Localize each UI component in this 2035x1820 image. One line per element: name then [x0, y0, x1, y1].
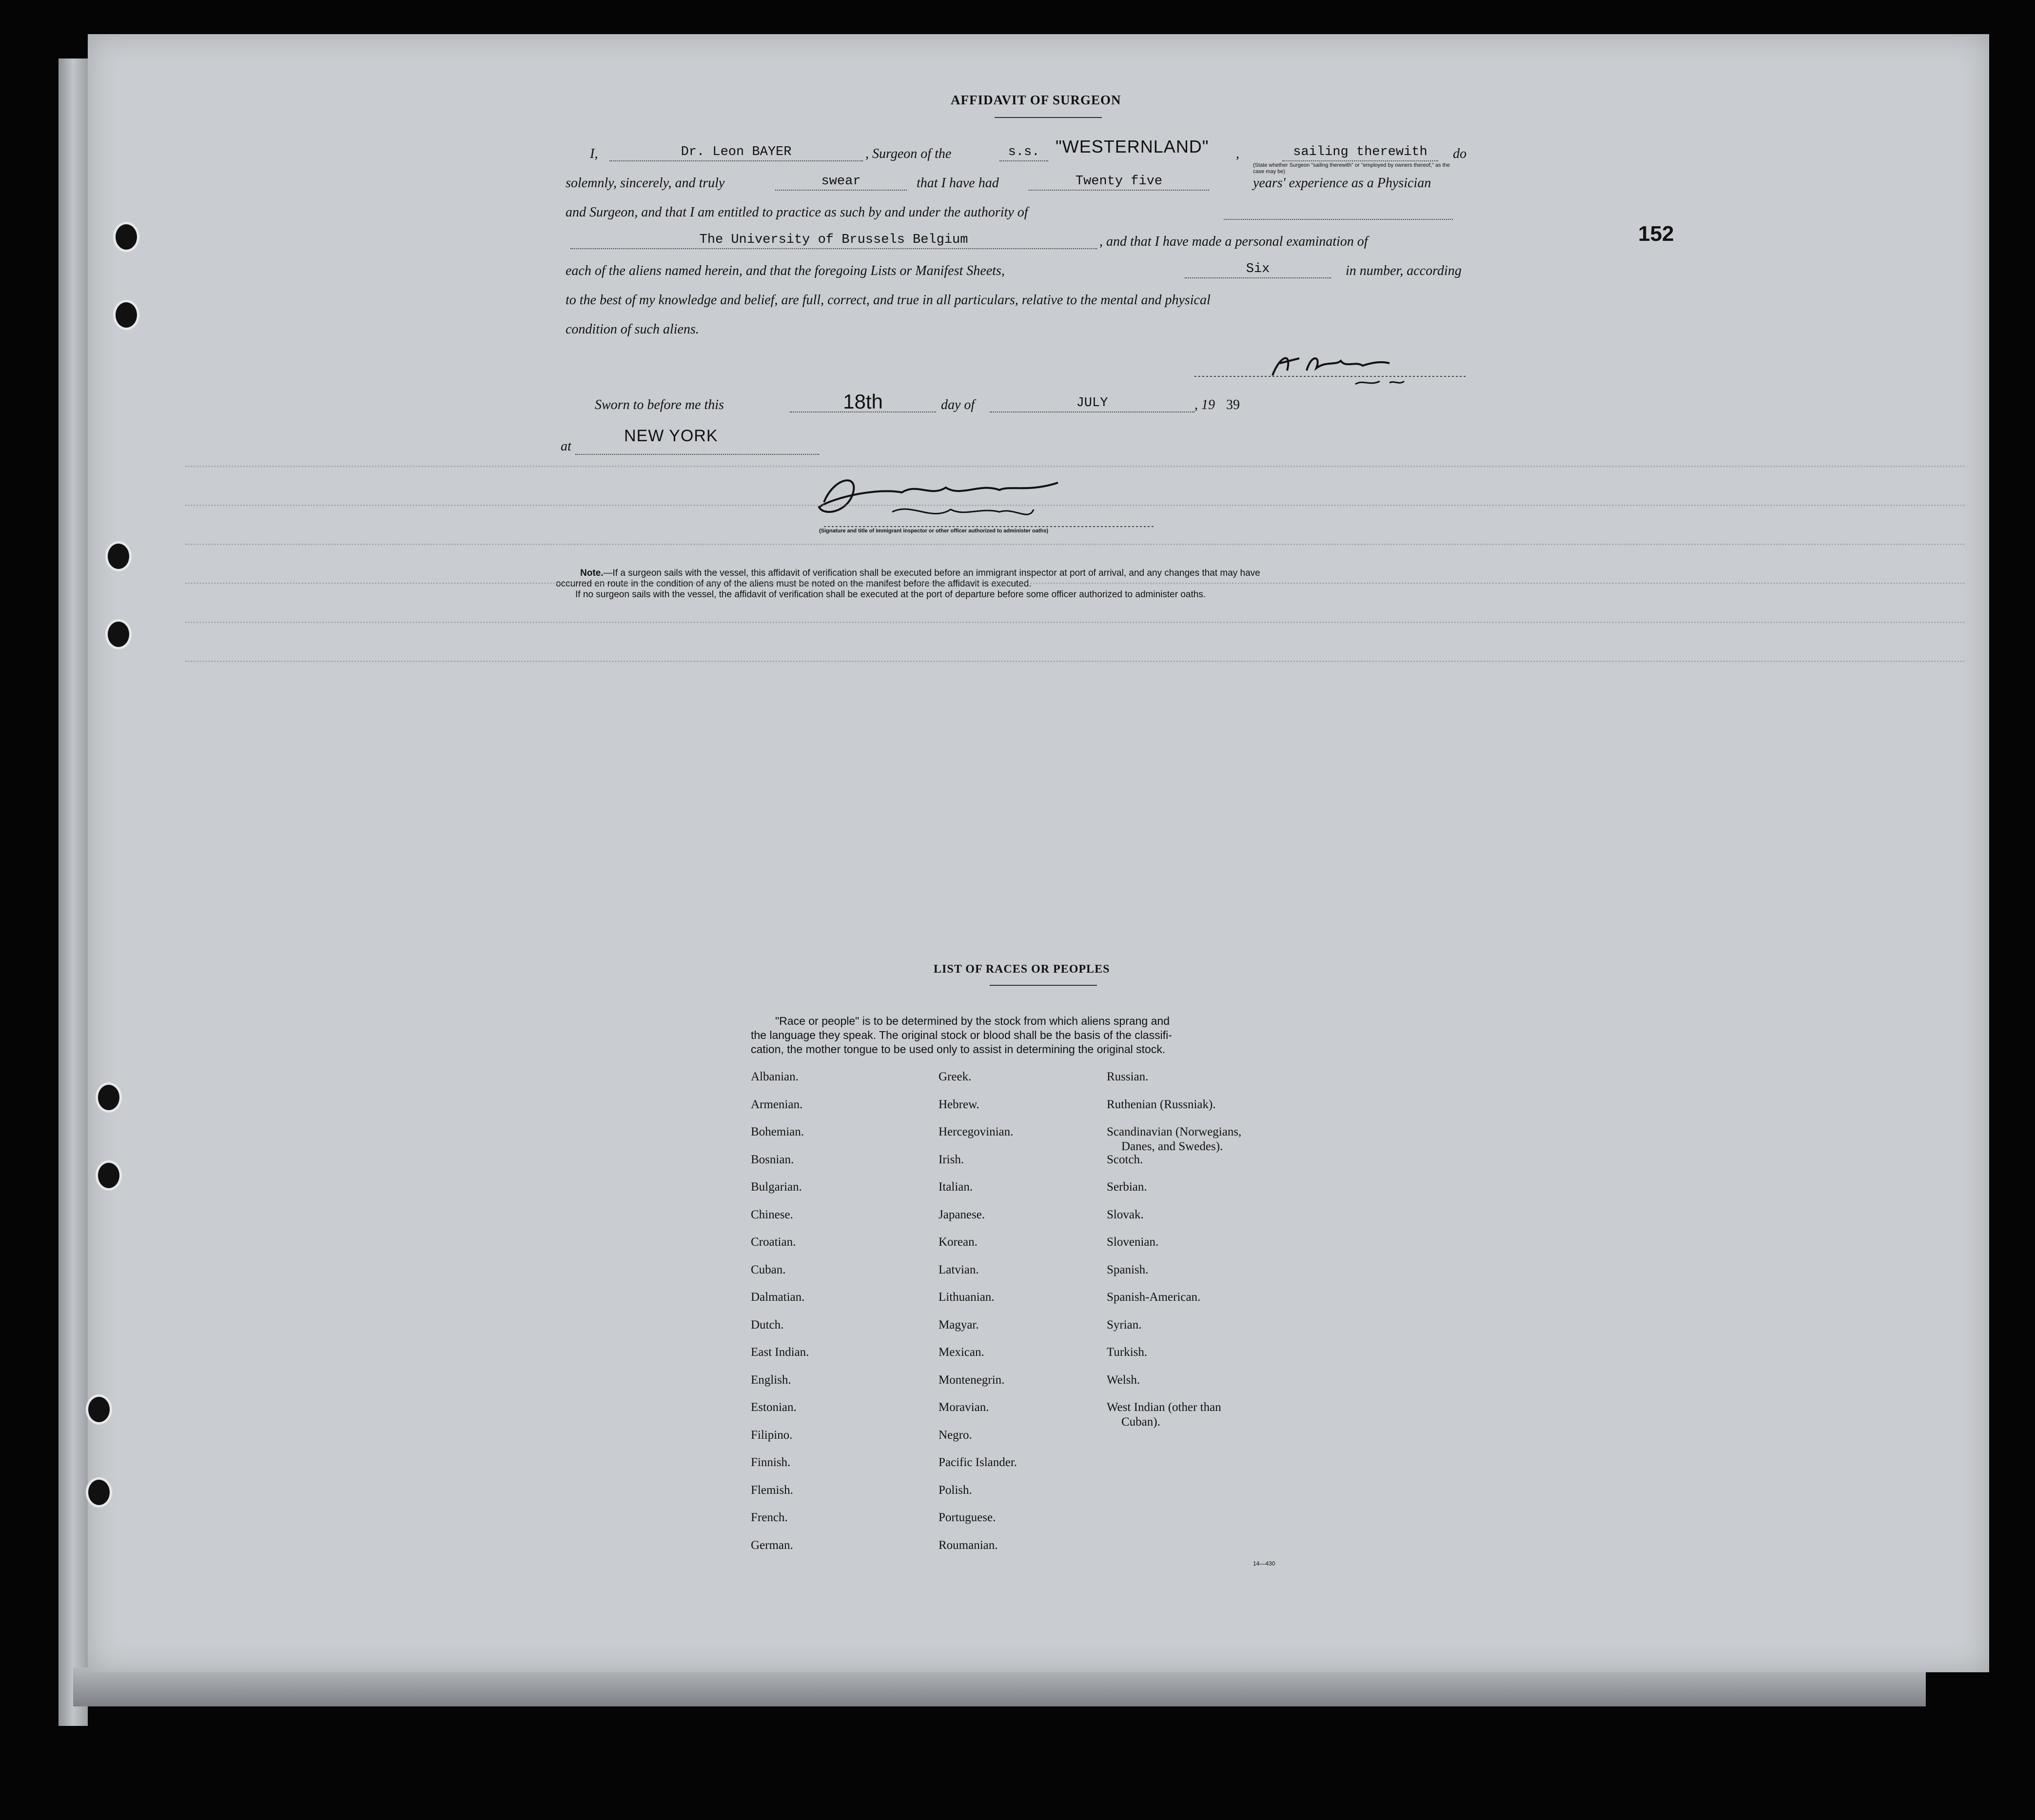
sworn-text: day of — [941, 397, 975, 412]
race-item: Bosnian. — [751, 1153, 794, 1166]
affidavit-text: each of the aliens named herein, and that the foregoing Lists or Manifest Sheets, — [566, 263, 1005, 278]
affidavit-text: solemnly, sincerely, and truly — [566, 176, 725, 191]
race-item: East Indian. — [751, 1346, 809, 1359]
form-number: 14—430 — [1253, 1560, 1275, 1567]
ship-prefix-field: s.s. — [999, 144, 1048, 161]
signature-caption: (Signature and title of immigrant inspector or other officer authorized to administer oaths) — [819, 528, 1048, 534]
punch-hole — [86, 1394, 112, 1425]
race-item: Russian. — [1107, 1070, 1149, 1083]
affidavit-text: years' experience as a Physician — [1253, 176, 1431, 191]
race-item: Albanian. — [751, 1070, 799, 1083]
race-item: Bulgarian. — [751, 1180, 802, 1194]
years-field: Twenty five — [1029, 173, 1209, 191]
race-item: French. — [751, 1511, 788, 1524]
page-stack-edge — [59, 59, 88, 1726]
ship-name-stamp: "WESTERNLAND" — [1056, 137, 1209, 157]
year-suffix: 39 — [1226, 397, 1240, 412]
surgeon-name-field: Dr. Leon BAYER — [609, 144, 863, 161]
authority-field: The University of Brussels Belgium — [570, 232, 1097, 249]
race-item: Slovak. — [1107, 1208, 1144, 1221]
race-item: Hercegovinian. — [939, 1125, 1014, 1138]
race-item: Roumanian. — [939, 1539, 998, 1552]
note-line: occurred en route in the condition of any of the aliens must be noted on the manifest before the affidavit is executed. — [556, 579, 1032, 589]
race-item: Cuban). — [1121, 1415, 1160, 1429]
punch-hole — [96, 1082, 122, 1113]
race-item: Spanish-American. — [1107, 1291, 1201, 1304]
race-item: German. — [751, 1539, 793, 1552]
race-item: Slovenian. — [1107, 1235, 1159, 1249]
race-item: Montenegrin. — [939, 1373, 1005, 1387]
race-item: Cuban. — [751, 1263, 786, 1276]
race-item: Welsh. — [1107, 1373, 1140, 1387]
document-page — [88, 34, 1989, 1672]
race-item: Irish. — [939, 1153, 964, 1166]
affidavit-text: condition of such aliens. — [566, 322, 699, 337]
race-item: Bohemian. — [751, 1125, 804, 1138]
race-item: Hebrew. — [939, 1098, 979, 1111]
race-item: English. — [751, 1373, 791, 1387]
affidavit-text: , Surgeon of the — [865, 146, 952, 161]
race-item: Scandinavian (Norwegians, — [1107, 1125, 1242, 1138]
at-label: at — [561, 439, 571, 454]
race-item: Polish. — [939, 1484, 972, 1497]
race-item: Estonian. — [751, 1401, 797, 1414]
affidavit-text: in number, according — [1346, 263, 1462, 278]
races-intro-line: cation, the mother tongue to be used only to assist in determining the original stock. — [751, 1043, 1166, 1056]
affidavit-text: do — [1453, 146, 1467, 161]
race-item: Finnish. — [751, 1456, 791, 1469]
punch-hole — [86, 1477, 112, 1507]
sheets-field: Six — [1185, 261, 1331, 278]
race-item: Flemish. — [751, 1484, 793, 1497]
races-rule — [990, 985, 1097, 986]
race-item: Greek. — [939, 1070, 972, 1083]
race-item: Pacific Islander. — [939, 1456, 1018, 1469]
race-item: Ruthenian (Russniak). — [1107, 1098, 1216, 1111]
punch-hole — [113, 300, 139, 330]
note-label: Note. — [580, 568, 604, 578]
race-item: Danes, and Swedes). — [1121, 1140, 1223, 1153]
race-item: Serbian. — [1107, 1180, 1147, 1194]
race-item: Portuguese. — [939, 1511, 996, 1524]
oath-field: swear — [775, 173, 907, 191]
affidavit-text: and Surgeon, and that I am entitled to practice as such by and under the authority of — [566, 205, 1028, 220]
race-item: Chinese. — [751, 1208, 793, 1221]
punch-hole — [105, 619, 132, 649]
month-field: JULY — [990, 395, 1194, 412]
punch-hole — [113, 222, 139, 252]
race-item: Syrian. — [1107, 1318, 1142, 1331]
race-item: Armenian. — [751, 1098, 803, 1111]
race-item: Italian. — [939, 1180, 973, 1194]
punch-hole — [96, 1160, 122, 1191]
note-line: Note.—If a surgeon sails with the vessel, this affidavit of verification shall be executed before an immigrant inspector at port of arrival, and any changes that may have — [580, 568, 1260, 578]
races-intro-line: the language they speak. The original stock or blood shall be the basis of the classifi- — [751, 1029, 1172, 1041]
race-item: West Indian (other than — [1107, 1401, 1221, 1414]
race-item: Latvian. — [939, 1263, 979, 1276]
surgeon-signature — [1194, 341, 1468, 395]
title-rule — [995, 117, 1102, 118]
sworn-text: Sworn to before me this — [595, 397, 724, 412]
race-item: Dalmatian. — [751, 1291, 805, 1304]
race-item: Spanish. — [1107, 1263, 1149, 1276]
affidavit-text: that I have had — [917, 176, 999, 191]
race-item: Filipino. — [751, 1429, 793, 1442]
sworn-text: , 19 — [1194, 397, 1215, 412]
race-item: Dutch. — [751, 1318, 784, 1331]
races-intro-line: "Race or people" is to be determined by the stock from which aliens sprang and — [775, 1015, 1170, 1027]
day-field: 18th — [790, 395, 936, 412]
race-item: Croatian. — [751, 1235, 796, 1249]
race-item: Magyar. — [939, 1318, 979, 1331]
authority-field-blank — [1224, 202, 1453, 220]
race-item: Scotch. — [1107, 1153, 1143, 1166]
bleed-through-rows — [185, 463, 1989, 673]
note-line: If no surgeon sails with the vessel, the affidavit of verification shall be executed at the port of departure before some officer authorized to administer oaths. — [575, 589, 1206, 600]
place-stamp: NEW YORK — [624, 427, 718, 445]
races-title: LIST OF RACES OR PEOPLES — [934, 963, 1110, 976]
affidavit-text: I, — [590, 146, 598, 161]
affidavit-title: AFFIDAVIT OF SURGEON — [951, 93, 1121, 107]
page-number: 152 — [1638, 222, 1674, 246]
sailing-field: sailing therewith — [1282, 144, 1438, 161]
affidavit-text: , and that I have made a personal examination of — [1099, 234, 1368, 249]
race-item: Turkish. — [1107, 1346, 1148, 1359]
race-item: Negro. — [939, 1429, 972, 1442]
race-item: Mexican. — [939, 1346, 984, 1359]
race-item: Lithuanian. — [939, 1291, 995, 1304]
page-stack-bottom — [73, 1667, 1926, 1706]
race-item: Korean. — [939, 1235, 978, 1249]
race-item: Japanese. — [939, 1208, 985, 1221]
affidavit-text: , — [1236, 146, 1239, 161]
affidavit-text: to the best of my knowledge and belief, are full, correct, and true in all particulars, relative to the mental and physical — [566, 293, 1211, 308]
race-item: Moravian. — [939, 1401, 989, 1414]
sailing-note: (State whether Surgeon "sailing therewith" or "employed by owners thereof," as the case may be) — [1253, 162, 1450, 175]
punch-hole — [105, 541, 132, 571]
